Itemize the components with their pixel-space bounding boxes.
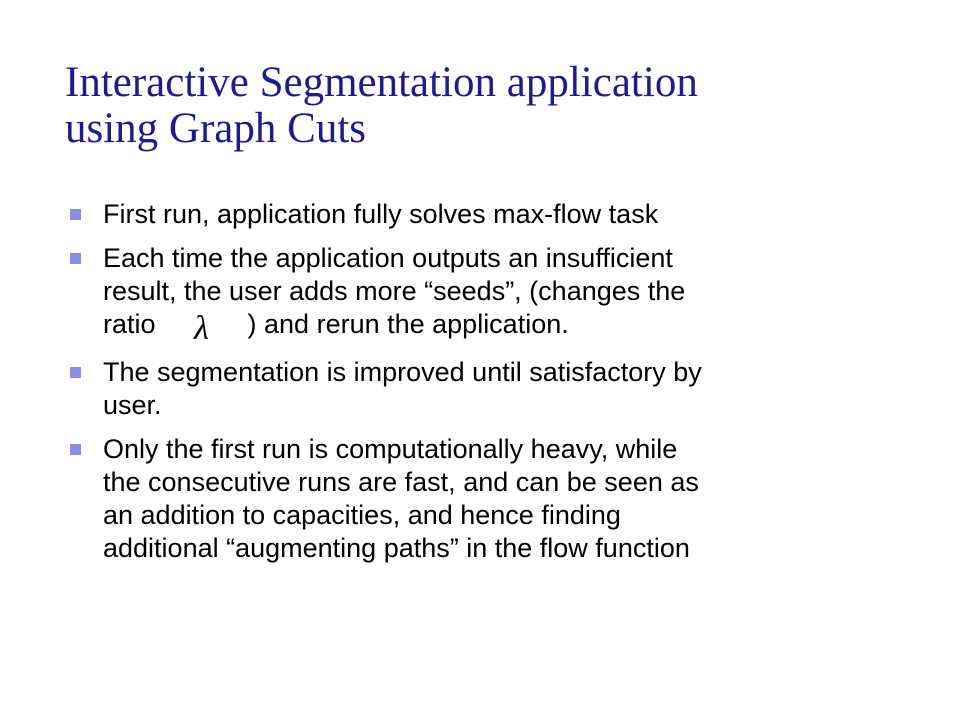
bullet-text-line: the consecutive runs are fast, and can be seen as (103, 467, 699, 497)
bullet-item (70, 198, 930, 231)
bullet-item (70, 356, 930, 422)
bullet-text-line: Only the first run is computationally heavy, while (103, 434, 678, 464)
bullet-text-line: Each time the application outputs an insufficient (103, 243, 673, 273)
bullet-item (70, 242, 930, 345)
bullet-text-line: First run, application fully solves max-flow task (103, 199, 659, 229)
bullet-text-line: an addition to capacities, and hence finding (103, 500, 621, 530)
square-bullet-icon (70, 253, 81, 264)
bullet-text-line: additional “augmenting paths” in the flow function (103, 533, 690, 563)
square-bullet-icon (70, 367, 81, 378)
bullet-text-line: user. (103, 390, 162, 420)
lambda-symbol: λ (194, 310, 209, 347)
title-line: Interactive Segmentation application (65, 59, 698, 106)
ratio-word: ratio (103, 309, 156, 339)
square-bullet-icon (70, 444, 81, 455)
bullet-text-line: result, the user adds more “seeds”, (changes the (103, 276, 686, 306)
ratio-tail: ) and rerun the application. (247, 309, 569, 339)
bullet-text-line: The segmentation is improved until satisfactory by (103, 357, 702, 387)
bullet-item (70, 433, 930, 565)
square-bullet-icon (70, 209, 81, 220)
bullet-text-line (103, 308, 930, 345)
title-line: using Graph Cuts (65, 105, 366, 152)
slide-title (65, 60, 925, 152)
bullet-list (70, 198, 930, 576)
